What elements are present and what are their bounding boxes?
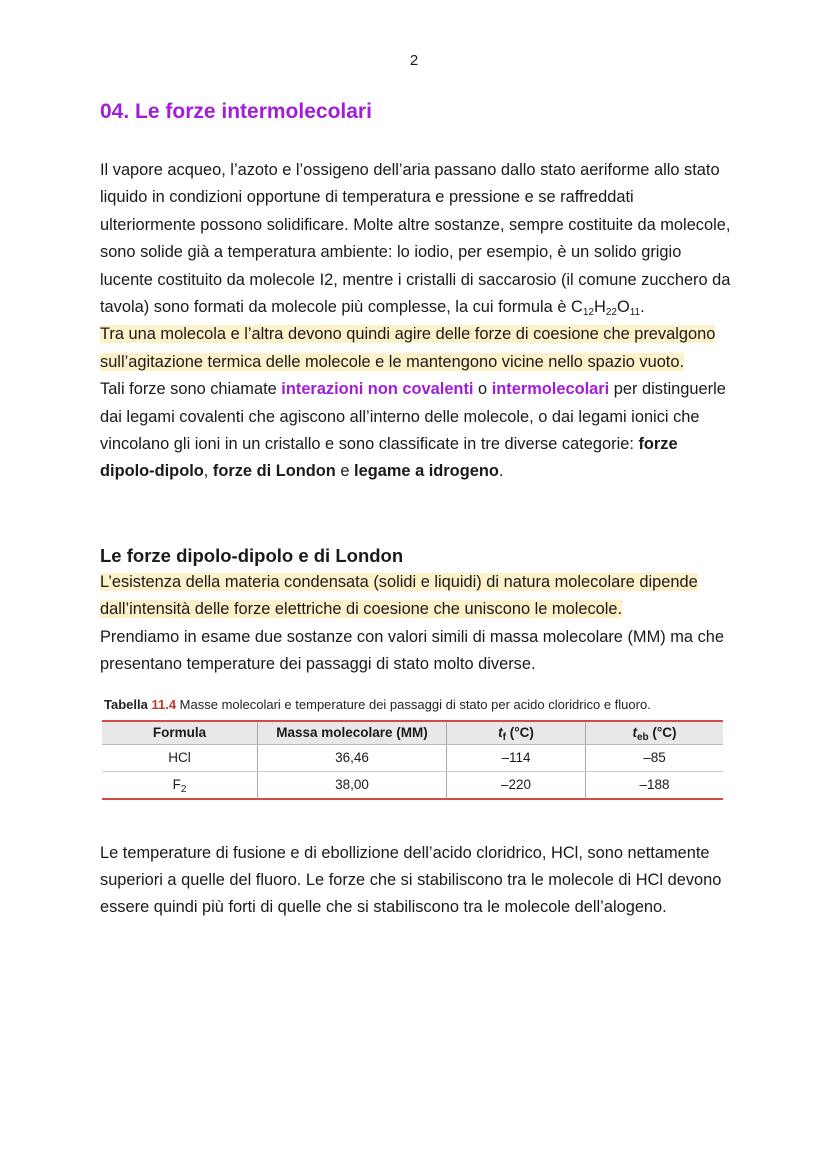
table-row: [102, 744, 723, 771]
header-boiling-point: $t_{eb}$ (°C): [586, 721, 724, 745]
intro-paragraph: Il vapore acqueo, l’azoto e l’ossigeno dell’aria passano dallo stato aeriforme allo stato liquido in condizioni opportune di temperatura e pressione e se raffreddati ulteriormente possono solidificare. Molte altre sostanze, sempre costituite da molecole, sono solide già a temperatura ambiente: lo iodio, per esempio, è un solido grigio lucente costituito da molecole I2, mentre i cristalli di saccarosio (il comune zucchero da tavola) sono formati da molecole più complesse, la cui formula è $C_{12}H_{22}O_{11}$.: [100, 161, 731, 319]
table-row: [102, 771, 723, 799]
cell-melting: –220: [447, 771, 586, 799]
table-caption: Tabella 11.4 Masse molecolari e temperature dei passaggi di stato per acido cloridrico e fluoro.: [104, 696, 651, 712]
cell-melting: –114: [447, 744, 586, 771]
term-hydrogen-bond: legame a idrogeno: [354, 462, 499, 481]
cell-mass: 36,46: [258, 744, 447, 771]
cell-formula: $F_2$: [102, 771, 258, 799]
section-title: 04. Le forze intermolecolari: [100, 100, 372, 123]
intro-text: Il vapore acqueo, l’azoto e l’ossigeno dell’aria passano dallo stato aeriforme allo stato liquido in condizioni opportune di temperatura e pressione e se raffreddati ulteriormente possono solidificare. Molte altre sostanze, sempre costituite da molecole, sono solide già a temperatura ambiente: lo iodio, per esempio, è un solido grigio lucente costituito da molecole I2, mentre i cristalli di saccarosio (il comune zucchero da tavola) sono formati da molecole più complesse, la cui formula è: [100, 161, 731, 317]
document-body: [100, 100, 732, 922]
forces-paragraph: Tali forze sono chiamate interazioni non covalenti o intermolecolari per distinguerle dai legami covalenti che agiscono all’interno delle molecole, o dai legami ionici che vincolano gli ioni in un cristallo e sono classificate in tre diverse categorie: forze dipolo-dipolo, forze di London e legame a idrogeno.: [100, 380, 726, 481]
subsection-title: Le forze dipolo-dipolo e di London: [100, 544, 404, 566]
comparison-paragraph: Prendiamo in esame due sostanze con valori simili di massa molecolare (MM) ma che presentano temperature dei passaggi di stato molto diverse.: [100, 627, 724, 674]
highlighted-paragraph-cohesion: [100, 321, 732, 376]
highlight-text: L’esistenza della materia condensata (solidi e liquidi) di natura molecolare dipende dall’intensità delle forze elettriche di coesione che uniscono le molecole.: [100, 572, 698, 619]
header-melting-point: $t_f$ (°C): [447, 721, 586, 745]
keyword-intermolecular: intermolecolari: [491, 380, 610, 399]
keyword-non-covalent: interazioni non covalenti: [281, 380, 474, 399]
cell-mass: 38,00: [258, 771, 447, 799]
cell-boiling: –188: [586, 771, 724, 799]
cell-boiling: –85: [586, 744, 724, 771]
highlighted-paragraph-condensed-matter: [100, 569, 732, 624]
cell-formula: HCl: [102, 744, 258, 771]
conclusion-paragraph: Le temperature di fusione e di ebollizione dell’acido cloridrico, HCl, sono nettamente superiori a quelle del fluoro. Le forze che si stabiliscono tra le molecole di HCl devono essere quindi più forti di quelle che si stabiliscono tra le molecole dell’alogeno.: [100, 843, 722, 917]
highlight-text: Tra una molecola e l’altra devono quindi agire delle forze di coesione che prevalgono sull’agitazione termica delle molecole e le mantengono vicine nello spazio vuoto.: [100, 325, 716, 371]
data-table: [102, 720, 723, 800]
header-molecular-mass: Massa molecolare (MM): [258, 721, 447, 745]
term-london: forze di London: [212, 462, 336, 481]
table-header-row: [102, 721, 723, 745]
header-formula: Formula: [102, 721, 258, 745]
term-dipole-dipole: forze dipolo-dipolo: [100, 435, 678, 481]
page-number: 2: [409, 52, 419, 69]
sucrose-formula: $C_{12}H_{22}O_{11}$: [571, 298, 641, 319]
